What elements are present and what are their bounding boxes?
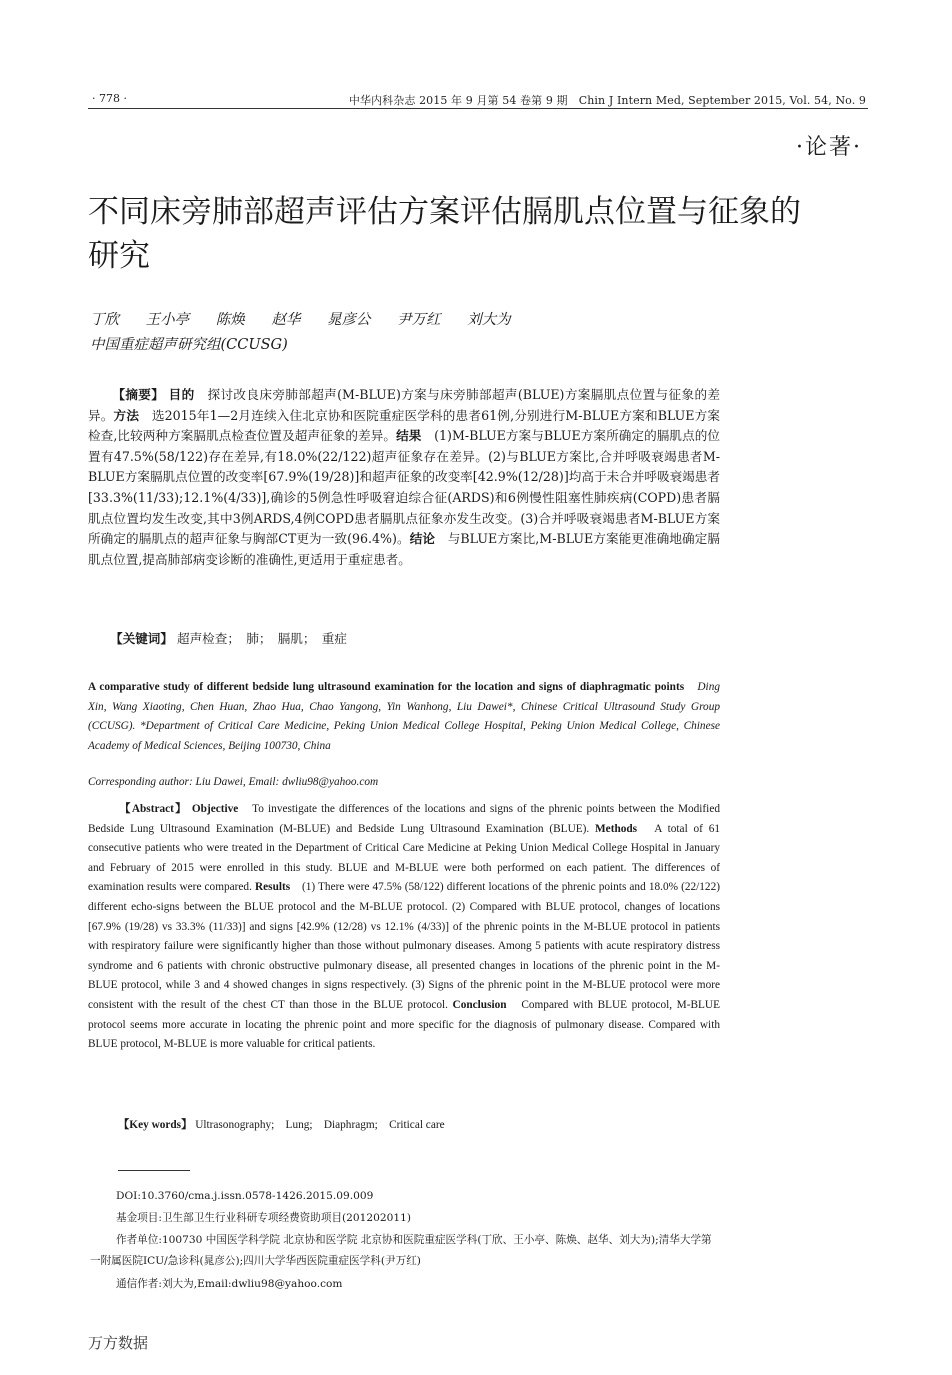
abstract-english: [88, 800, 720, 1055]
author: 刘大为: [467, 312, 511, 328]
section-label: ·论著·: [796, 135, 862, 160]
footnote-funding: 基金项目:卫生部卫生行业科研专项经费资助项目(201202011): [116, 1212, 411, 1224]
author: 赵华: [271, 312, 301, 328]
results-label-en: Results: [255, 881, 291, 894]
results-text-en: (1) There were 47.5% (58/122) different locations of the phrenic points and 18.0% (22/122) different echo-signs between the BLUE protocol and the M-BLUE protocol. (2) Compared with BLUE protocol, changes of locations [67.9% (19/28) vs 33.3% (11/33)] and signs [42.9% (12/28) vs 12.1% (4/33)] of the phrenic points in the M-BLUE protocol in patients with respiratory failure were significantly higher than those without pulmonary diseases. Among 5 patients with acute respiratory distress syndrome and 6 patients with chronic obstructive pulmonary disease, all presented changes in locations of the phrenic point in the M-BLUE protocol, while 3 and 4 showed changes in signs respectively. (3) Signs of the phrenic point in the M-BLUE protocol were more consistent with the result of the chest CT than those in the BLUE protocol.: [88, 881, 720, 1011]
author: 王小亭: [145, 312, 190, 328]
keywords-label: 【关键词】: [110, 631, 173, 646]
keywords-items: 超声检查； 肺； 膈肌； 重症: [176, 631, 347, 646]
author: 丁欣: [90, 312, 119, 328]
methods-text-en: A total of 61 consecutive patients who were treated in the Department of Critical Care Medicine at Peking Union Medical College Hospital in January and February of 2015 were enrolled in this study. BLUE and M-BLUE were both performed on each patient. The differences of examination results were compared.: [88, 822, 720, 894]
watermark: 万方数据: [88, 1334, 149, 1352]
author: 晁彦公: [326, 312, 371, 328]
article-title: 不同床旁肺部超声评估方案评估膈肌点位置与征象的研究: [88, 194, 801, 274]
english-title-block: [88, 678, 720, 756]
results-text: (1)M-BLUE方案与BLUE方案所确定的膈肌点的位置有47.5%(58/122)存在差异,有18.0%(22/122)超声征象存在差异。(2)与BLUE方案比,合并呼吸衰竭患者M-BLUE方案膈肌点位置的改变率[67.9%(19/28)]和超声征象的改变率[42.9%(12/28)]均高于未合并呼吸衰竭患者[33.3%(11/33);12.1%(4/33)],确诊的5例急性呼吸窘迫综合征(ARDS)和6例慢性阻塞性肺疾病(COPD)患者膈肌点位置均发生改变,其中3例ARDS,4例COPD患者膈肌点征象亦发生改变。(3)合并呼吸衰竭患者M-BLUE方案所确定的膈肌点的超声征象与胸部CT更为一致(96.4%)。: [88, 428, 721, 547]
header-rule: [88, 108, 868, 109]
abstract-label: 【摘要】: [112, 387, 165, 402]
page-number: · 778 ·: [92, 92, 127, 105]
conclusion-text-en: Compared with BLUE protocol, M-BLUE protocol seems more accurate in locating the phrenic point and more specific for the diagnosis of pulmonary disease. Compared with BLUE protocol, M-BLUE is more valuable for critical patients.: [88, 998, 720, 1051]
keywords-english: [118, 1116, 445, 1132]
methods-label: 方法: [113, 407, 140, 423]
abstract-label-en: 【Abstract】: [118, 803, 188, 815]
results-label: 结果: [396, 428, 422, 444]
conclusion-text: 与BLUE方案比,M-BLUE方案能更准确地确定膈肌点位置,提高肺部病变诊断的准确性,更适用于重症患者。: [88, 531, 721, 567]
abstract-chinese: [88, 385, 720, 570]
methods-label-en: Methods: [595, 822, 638, 835]
objective-text-en: To investigate the differences of the locations and signs of the phrenic points between the Modified Bedside Lung Ultrasound Examination (M-BLUE) and Bedside Lung Ultrasound Examination (BLUE).: [88, 803, 720, 835]
keywords-items-en: Ultrasonography; Lung; Diaphragm; Critical care: [195, 1119, 445, 1131]
author: 陈焕: [215, 312, 245, 328]
objective-label: 目的: [168, 387, 195, 402]
footnote-affiliations: 作者单位:100730 中国医学科学院 北京协和医学院 北京协和医院重症医学科(丁欣、王小亭、陈焕、赵华、刘大为);清华大学第一附属医院ICU/急诊科(晁彦公);四川大学华西医院重症医学科(尹万红): [90, 1234, 712, 1267]
english-authors: Ding Xin, Wang Xiaoting, Chen Huan, Zhao Hua, Chao Yangong, Yin Wanhong, Liu Dawei*, Chinese Critical Ultrasound Study Group (CCUSG). *Department of Critical Care Medicine, Peking Union Medical College Hospital, Peking Union Medical College, Chinese Academy of Medical Sciences, Beijing 100730, China: [88, 681, 720, 752]
footnote-rule: [118, 1170, 190, 1171]
objective-text: 探讨改良床旁肺部超声(M-BLUE)方案与床旁肺部超声(BLUE)方案膈肌点位置与征象的差异。: [88, 387, 721, 423]
footnote-doi: DOI:10.3760/cma.j.issn.0578-1426.2015.09.009: [116, 1190, 374, 1202]
study-group: 中国重症超声研究组(CCUSG): [90, 337, 288, 353]
author: 尹万红: [397, 312, 441, 328]
footnote-correspondence: 通信作者:刘大为,Email:dwliu98@yahoo.com: [116, 1278, 343, 1290]
journal-header: 中华内科杂志 2015 年 9 月第 54 卷第 9 期 Chin J Intern Med, September 2015, Vol. 54, No. 9: [348, 94, 866, 107]
keywords-label-en: 【Key words】: [118, 1119, 193, 1131]
conclusion-label-en: Conclusion: [452, 998, 507, 1011]
conclusion-label: 结论: [409, 531, 436, 547]
objective-label-en: Objective: [191, 803, 239, 815]
keywords-chinese: [110, 628, 347, 647]
author-list: [90, 308, 533, 329]
english-title: A comparative study of different bedside lung ultrasound examination for the location and signs of diaphragmatic points: [88, 681, 685, 693]
methods-text: 选2015年1—2月连续入住北京协和医院重症医学科的患者61例,分别进行M-BLUE方案和BLUE方案检查,比较两种方案膈肌点检查位置及超声征象的差异。: [88, 407, 720, 444]
corresponding-author: Corresponding author: Liu Dawei, Email: dwliu98@yahoo.com: [88, 776, 379, 788]
